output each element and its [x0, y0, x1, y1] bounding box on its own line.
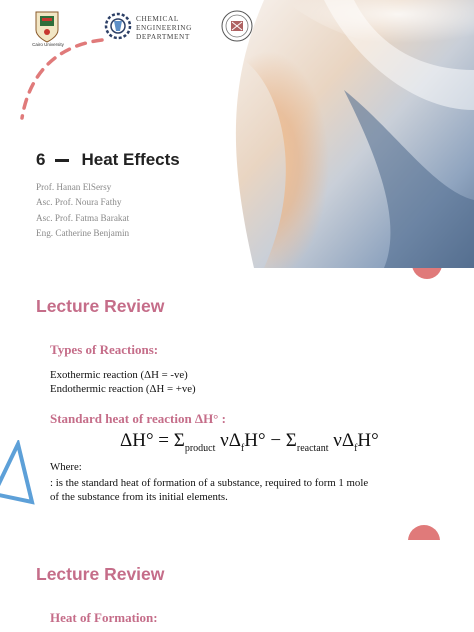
definition-line-1: : is the standard heat of formation of a substance, required to form 1 mole: [50, 477, 369, 489]
exothermic-line: Exothermic reaction (ΔH = -ve): [50, 369, 188, 381]
lecture-review-slide-2: [0, 540, 474, 632]
author-name: Asc. Prof. Fatma Barakat: [36, 212, 130, 223]
decorative-triangle: [0, 440, 36, 510]
definition-line-2: of the substance from its initial elements.: [50, 491, 228, 503]
decorative-half-circle: [408, 525, 440, 540]
title-text: Heat Effects: [81, 150, 180, 169]
author-name: Asc. Prof. Noura Fathy: [36, 197, 122, 208]
dept-line-2: ENGINEERING: [136, 23, 193, 32]
cairo-university-caption: Cairo University: [32, 42, 64, 47]
author-name: Eng. Catherine Benjamin: [36, 228, 130, 239]
standard-heat-heading: Standard heat of reaction ΔH° :: [50, 411, 226, 426]
where-label: Where:: [50, 461, 82, 473]
title-number: 6: [36, 150, 46, 169]
author-list: [36, 180, 129, 242]
slide-title: [36, 150, 180, 170]
heat-of-reaction-equation: $\Delta H^\circ = \Sigma_{product}$ $\nu\Delta_fH^\circ - \Sigma_{reactant}$ $\nu\Delta_fH^\circ$: [120, 430, 379, 454]
lecture-review-heading: Lecture Review: [36, 564, 165, 584]
lecture-review-slide: [0, 268, 474, 540]
types-of-reactions-heading: Types of Reactions:: [50, 342, 159, 357]
abstract-wave-image: [224, 0, 474, 268]
endothermic-line: Endothermic reaction (ΔH = +ve): [50, 383, 196, 395]
decorative-half-circle: [412, 268, 442, 280]
author-name: Prof. Hanan ElSersy: [36, 182, 112, 192]
heat-of-formation-heading: Heat of Formation:: [50, 610, 158, 625]
lecture-review-heading: Lecture Review: [36, 296, 165, 316]
dept-line-3: DEPARTMENT: [136, 32, 190, 41]
title-slide: [0, 0, 474, 268]
dept-line-1: CHEMICAL: [136, 14, 179, 23]
title-dash: [55, 159, 69, 162]
decorative-dashed-arc: [0, 0, 140, 130]
faculty-seal-icon: [221, 10, 253, 42]
